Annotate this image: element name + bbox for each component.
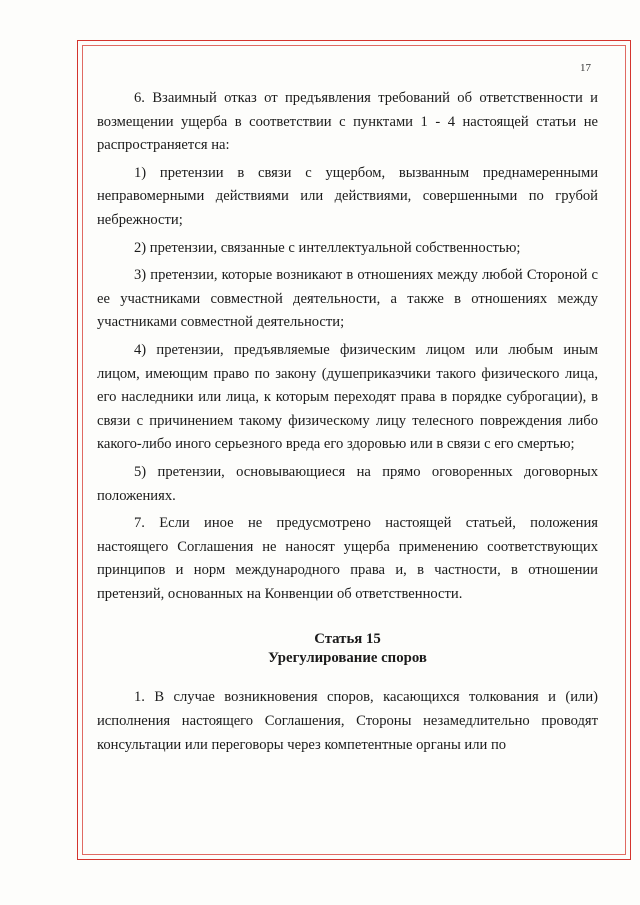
list-item-2: 2) претензии, связанные с интеллектуальной собственностью; — [134, 239, 521, 256]
list-item-1: 1) претензии в связи с ущербом, вызванным преднамеренными неправомерными действиями или действиями, совершенными по грубой небрежности; — [97, 164, 598, 228]
list-item-3: 3) претензии, которые возникают в отношениях между любой Стороной с ее участниками совместной деятельности, а также в отношениях между участниками совместной деятельности; — [97, 267, 598, 331]
article-title: Урегулирование споров — [268, 650, 427, 667]
paragraph-7: 7. Если иное не предусмотрено настоящей статьей, положения настоящего Соглашения не наносят ущерба применению соответствующих принципов и норм международного права и, в частности, в отношении претензий, основанных на Конвенции об ответственности. — [97, 515, 598, 602]
article-heading — [97, 630, 598, 668]
article-number: Статья 15 — [314, 631, 381, 648]
paragraph-6: 6. Взаимный отказ от предъявления требований об ответственности и возмещении ущерба в соответствии с пунктами 1 - 4 настоящей статьи не распространяется на: — [97, 90, 598, 154]
list-item-5: 5) претензии, основывающиеся на прямо оговоренных договорных положениях. — [97, 463, 598, 504]
article-paragraph-1: 1. В случае возникновения споров, касающихся толкования и (или) исполнения настоящего Соглашения, Стороны незамедлительно проводят консультации или переговоры через компетентные органы или по — [97, 689, 598, 753]
document-body — [97, 87, 598, 761]
page-number: 17 — [580, 62, 591, 74]
list-item-4: 4) претензии, предъявляемые физическим лицом или любым иным лицом, имеющим право по закону (душеприказчики такого физического лица, его наследники или лица, к которым переходят права в порядке суброгации), в связи с причинением такому физическому лицу телесного повреждения либо какого-либо иного серьезного вреда его здоровью или в связи с его смертью; — [97, 341, 598, 453]
